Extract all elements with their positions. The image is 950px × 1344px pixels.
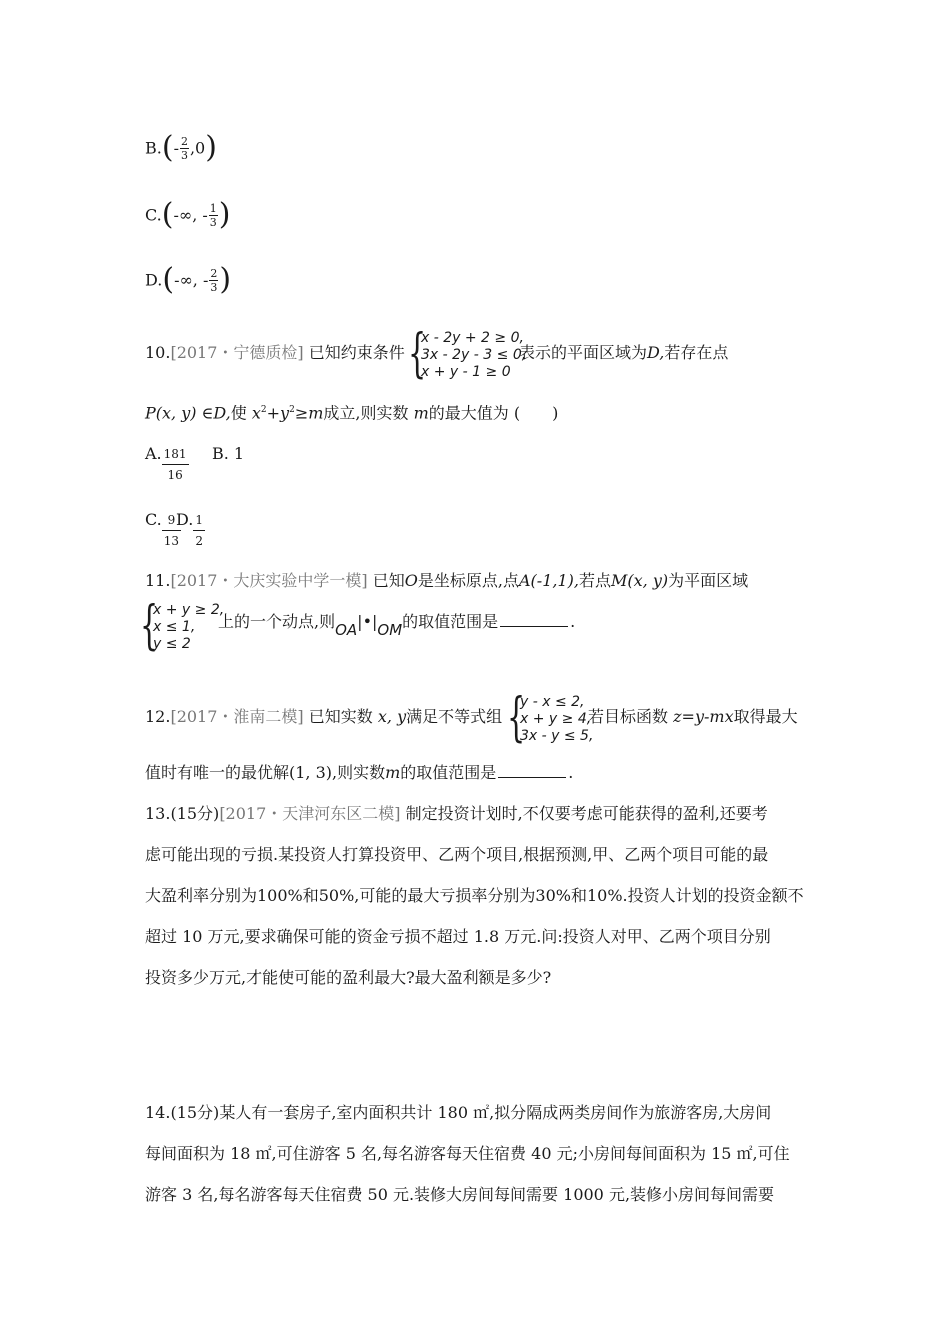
question-source: [2017・大庆实验中学一模] (170, 571, 368, 590)
question-source: [2017・宁德质检] (170, 343, 304, 362)
fraction: $\frac{181}{16}$ (162, 444, 189, 485)
fraction: $\frac{1}{2}$ (193, 510, 205, 551)
option-label: C. (145, 205, 162, 225)
q10-line1-tail: 表示的平面区域为D,若存在点 (519, 343, 729, 362)
q14-line2: 每间面积为 18 ㎡,可住游客 5 名,每名游客每天住宿费 40 元;小房间每间面积为 15 ㎡,可住 (145, 1144, 790, 1163)
option-label: D. (176, 510, 194, 529)
question-number: 11. (145, 571, 171, 590)
q12-inequality-system: { y - x ≤ 2, x + y ≥ 4, 3x - y ≤ 5, (507, 688, 594, 748)
fraction: $\frac{1}{3}$ (209, 201, 217, 229)
q13-line2: 虑可能出现的亏损.某投资人打算投资甲、乙两个项目,根据预测,甲、乙两个项目可能的最 (145, 845, 769, 864)
q11-line1: 11.[2017・大庆实验中学一模] 已知O是坐标原点,点A(-1,1),若点M(x, y)为平面区域 (145, 571, 749, 590)
q14-line1: 14.(15分)某人有一套房子,室内面积共计 180 ㎡,拟分隔成两类房间作为旅游客房,大房间 (145, 1103, 772, 1122)
q14-line3: 游客 3 名,每名游客每天住宿费 50 元.装修大房间每间需要 1000 元,装修小房间每间需要 (145, 1185, 775, 1204)
q11-region-system: { x + y ≥ 2, x ≤ 1, y ≤ 2 (140, 596, 225, 656)
q10-option-b[interactable]: B. 1 (212, 444, 245, 463)
fraction: $\frac{2}{3}$ (180, 134, 188, 162)
q12-line1-tail: 若目标函数 z=y-mx取得最大 (588, 707, 798, 726)
question-source: [2017・淮南二模] (170, 707, 304, 726)
q9-option-b[interactable]: B.(- $\frac{2}{3}$ ,0) (145, 130, 217, 165)
fraction: $\frac{9}{13}$ (162, 510, 181, 551)
q9-option-d[interactable]: D.(-∞, - $\frac{2}{3}$ ) (145, 262, 232, 297)
option-label: D. (145, 270, 163, 290)
answer-blank[interactable] (498, 767, 566, 778)
q12-line1: 12.[2017・淮南二模] 已知实数 x, y满足不等式组 (145, 707, 503, 726)
vector-oa: OA (335, 621, 358, 639)
question-score: (15分) (170, 1103, 220, 1122)
answer-blank[interactable] (500, 616, 568, 627)
fraction: $\frac{2}{3}$ (210, 266, 218, 294)
question-number: 10. (145, 343, 171, 362)
brace-icon: { (140, 596, 159, 656)
q13-line1: 13.(15分)[2017・天津河东区二模] 制定投资计划时,不仅要考虑可能获得的盈利,还要考 (145, 804, 768, 823)
brace-icon: { (507, 688, 526, 748)
q13-line4: 超过 10 万元,要求确保可能的资金亏损不超过 1.8 万元.问:投资人对甲、乙两个项目分别 (145, 927, 771, 946)
q10-constraint-system: { x - 2y + 2 ≥ 0, 3x - 2y - 3 ≤ 0, x + y - 1 ≥ 0 (408, 324, 527, 384)
q10-option-d[interactable] (176, 510, 205, 551)
vector-om: OM (377, 621, 403, 639)
answer-paren: ( ) (513, 403, 559, 423)
question-score: (15分) (170, 804, 220, 823)
question-number: 12. (145, 707, 171, 726)
q11-line2: 上的一个动点,则OA|•|OM的取值范围是 . (218, 612, 576, 639)
option-label: B. (145, 138, 162, 158)
q13-line3: 大盈利率分别为100%和50%,可能的最大亏损率分别为30%和10%.投资人计划的投资金额不 (145, 886, 804, 905)
q13-line5: 投资多少万元,才能使可能的盈利最大?最大盈利额是多少? (145, 968, 552, 987)
q10-line1: 10.[2017・宁德质检] 已知约束条件 (145, 343, 405, 362)
brace-icon: { (408, 324, 427, 384)
q9-option-c[interactable]: C.(-∞, - $\frac{1}{3}$ ) (145, 197, 231, 232)
q12-line2: 值时有唯一的最优解(1, 3),则实数m的取值范围是 . (145, 763, 574, 782)
q10-line2: P(x, y) ∈D,使 $x^2+y^2\ge m$成立,则实数 m的最大值为 ( ) (145, 403, 559, 423)
option-label: A. (145, 444, 162, 463)
q10-option-a[interactable] (145, 444, 189, 485)
question-number: 13. (145, 804, 171, 823)
question-number: 14. (145, 1103, 171, 1122)
option-label: C. (145, 510, 162, 529)
question-source: [2017・天津河东区二模] (219, 804, 401, 823)
